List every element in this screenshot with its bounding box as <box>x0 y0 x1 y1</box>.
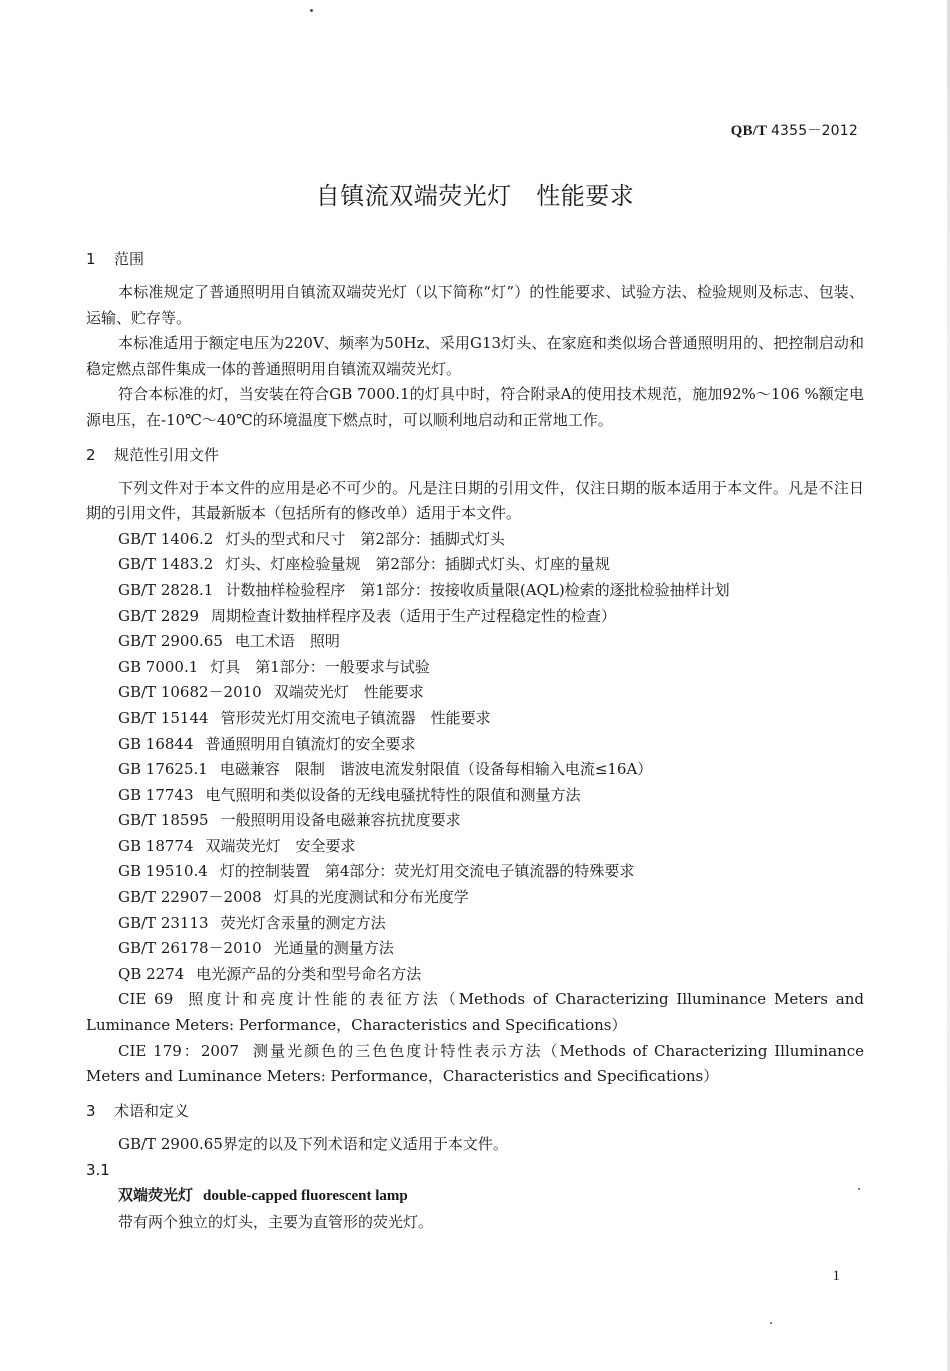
reference-item <box>86 527 864 553</box>
section-title: 范围 <box>114 250 145 268</box>
reference-list <box>86 527 864 1090</box>
reference-title: 双端荧光灯 安全要求 <box>205 836 356 855</box>
reference-title: 荧光灯含汞量的测定方法 <box>220 913 386 932</box>
section-number: 1 <box>86 250 96 268</box>
reference-item <box>86 706 864 732</box>
reference-code: GB/T 10682－2010 <box>118 683 262 702</box>
section-heading <box>86 442 864 468</box>
reference-code: QB 2274 <box>118 964 185 983</box>
reference-item <box>86 732 864 758</box>
reference-title: 灯头的型式和尺寸 第2部分：插脚式灯头 <box>225 529 505 548</box>
reference-title: 测量光颜色的三色色度计特性表示方法（Methods of Characterizing Illuminance Meters and Luminance Meters: Performance，Characteristics and Specifications） <box>86 1041 864 1086</box>
page-number: 1 <box>832 1268 840 1284</box>
standard-code-prefix: QB/T <box>730 123 767 139</box>
reference-item <box>86 911 864 937</box>
section-heading <box>86 246 864 272</box>
reference-item <box>86 936 864 962</box>
reference-title: 普通照明用自镇流灯的安全要求 <box>205 734 416 753</box>
reference-item <box>86 655 864 681</box>
document-body <box>86 246 864 1236</box>
reference-item <box>86 578 864 604</box>
section-heading <box>86 1098 864 1124</box>
reference-title: 灯头、灯座检验量规 第2部分：插脚式灯头、灯座的量规 <box>225 555 610 574</box>
scan-speck <box>310 9 313 12</box>
reference-code: CIE 69 <box>118 990 174 1009</box>
reference-code: CIE 179：2007 <box>118 1041 240 1060</box>
term-definition: 带有两个独立的灯头，主要为直管形的荧光灯。 <box>118 1213 434 1231</box>
reference-item <box>86 987 864 1038</box>
section-title: 术语和定义 <box>114 1101 190 1120</box>
standard-code <box>731 120 858 140</box>
paragraph: 下列文件对于本文件的应用是必不可少的。凡是注日期的引用文件，仅注日期的版本适用于本文件。凡是不注日期的引用文件，其最新版本（包括所有的修改单）适用于本文件。 <box>86 478 864 523</box>
reference-title: 一般照明用设备电磁兼容抗扰度要求 <box>220 811 461 830</box>
reference-code: GB/T 2900.65 <box>118 632 223 651</box>
reference-title: 光通量的测量方法 <box>273 939 394 958</box>
reference-item <box>86 885 864 911</box>
reference-code: GB 17743 <box>118 785 194 804</box>
term-entry <box>86 1183 864 1210</box>
scan-speck <box>770 1322 772 1324</box>
reference-title: 电磁兼容 限制 谐波电流发射限值（设备每相输入电流≤16A） <box>219 760 653 779</box>
section-number: 2 <box>86 445 96 464</box>
reference-item <box>86 629 864 655</box>
term-english: double-capped fluorescent lamp <box>203 1188 408 1205</box>
reference-title: 电工术语 照明 <box>234 632 340 651</box>
reference-item <box>86 552 864 578</box>
reference-title: 双端荧光灯 性能要求 <box>273 683 424 702</box>
reference-item <box>86 757 864 783</box>
reference-code: GB 19510.4 <box>118 862 208 881</box>
reference-code: GB/T 1406.2 <box>118 529 214 548</box>
reference-code: GB/T 2828.1 <box>118 580 214 599</box>
reference-title: 灯具的光度测试和分布光度学 <box>273 888 469 907</box>
reference-item <box>86 834 864 860</box>
reference-code: GB/T 23113 <box>118 913 209 932</box>
reference-item <box>86 962 864 988</box>
paragraph: 符合本标准的灯，当安装在符合GB 7000.1的灯具中时，符合附录A的使用技术规范，施加92%～106 %额定电源电压，在-10℃～40℃的环境温度下燃点时，可以顺利地启动和正常地工作。 <box>86 385 864 429</box>
reference-item <box>86 859 864 885</box>
reference-code: GB/T 18595 <box>118 811 209 830</box>
reference-item <box>86 1039 864 1090</box>
term-number: 3.1 <box>86 1161 110 1180</box>
reference-title: 周期检查计数抽样程序及表（适用于生产过程稳定性的检查） <box>211 606 617 625</box>
standard-code-number: 4355－2012 <box>770 123 858 139</box>
reference-code: GB 18774 <box>118 836 194 855</box>
reference-title: 电光源产品的分类和型号命名方法 <box>196 964 422 983</box>
section-number: 3 <box>86 1101 96 1120</box>
document-title: 自镇流双端荧光灯 性能要求 <box>315 182 635 210</box>
reference-title: 灯的控制装置 第4部分：荧光灯用交流电子镇流器的特殊要求 <box>219 862 635 881</box>
reference-code: GB/T 26178－2010 <box>118 939 262 958</box>
reference-title: 管形荧光灯用交流电子镇流器 性能要求 <box>220 708 491 727</box>
reference-item <box>86 604 864 630</box>
reference-title: 计数抽样检验程序 第1部分：按接收质量限(AQL)检索的逐批检验抽样计划 <box>225 580 730 599</box>
reference-item <box>86 808 864 834</box>
reference-item <box>86 680 864 706</box>
reference-item <box>86 783 864 809</box>
section-title: 规范性引用文件 <box>114 445 220 464</box>
term-chinese: 双端荧光灯 <box>118 1186 194 1205</box>
paragraph: 本标准适用于额定电压为220V、频率为50Hz、采用G13灯头、在家庭和类似场合普通照明用的、把控制启动和稳定燃点部件集成一体的普通照明用自镇流双端荧光灯。 <box>86 334 864 378</box>
reference-code: GB/T 1483.2 <box>118 555 214 574</box>
reference-title: 灯具 第1部分：一般要求与试验 <box>210 657 430 676</box>
paragraph: GB/T 2900.65界定的以及下列术语和定义适用于本文件。 <box>118 1134 508 1153</box>
reference-code: GB/T 22907－2008 <box>118 888 262 907</box>
reference-code: GB 16844 <box>118 734 194 753</box>
reference-title: 照度计和亮度计性能的表征方法（Methods of Characterizing Illuminance Meters and Luminance Meters: Performance，Characteristics and Specifications） <box>86 990 864 1035</box>
paragraph: 本标准规定了普通照明用自镇流双端荧光灯（以下简称“灯”）的性能要求、试验方法、检验规则及标志、包装、运输、贮存等。 <box>86 283 864 327</box>
reference-code: GB 7000.1 <box>118 657 199 676</box>
reference-code: GB/T 15144 <box>118 708 209 727</box>
reference-title: 电气照明和类似设备的无线电骚扰特性的限值和测量方法 <box>205 785 581 804</box>
reference-code: GB/T 2829 <box>118 606 200 625</box>
reference-code: GB 17625.1 <box>118 760 208 779</box>
